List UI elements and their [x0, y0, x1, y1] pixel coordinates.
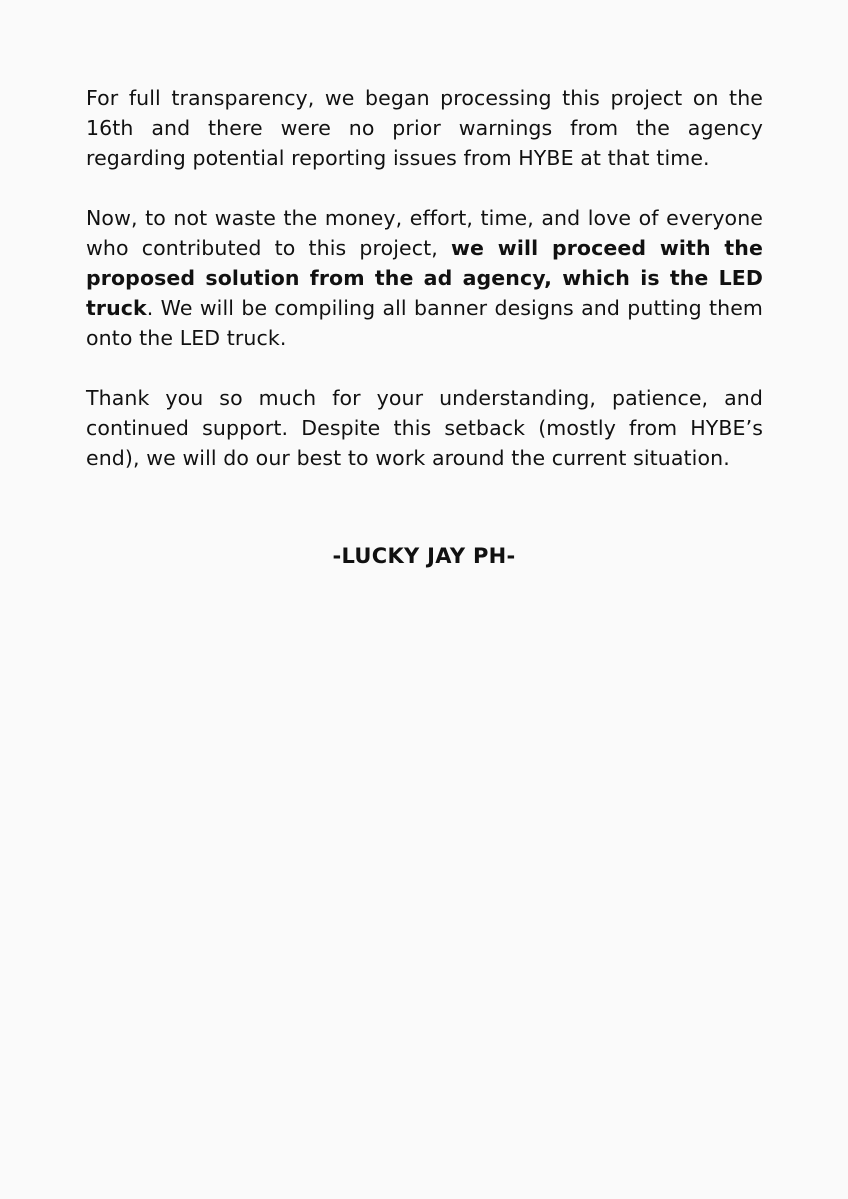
paragraph-led-truck-emphasis: we will proceed with the proposed solution from the ad agency, which is the LED truck	[86, 236, 763, 320]
paragraph-led-truck-closing: . We will be compiling all banner designs and putting them onto the LED truck.	[86, 296, 763, 350]
paragraph-transparency	[86, 83, 763, 173]
paragraph-led-truck	[86, 203, 763, 353]
paragraph-transparency-text: For full transparency, we began processing this project on the 16th and there were no prior warnings from the agency regarding potential reporting issues from HYBE at that time.	[86, 86, 763, 170]
paragraph-thanks	[86, 383, 763, 473]
signature: -LUCKY JAY PH-	[332, 544, 516, 568]
statement-body	[86, 83, 763, 503]
paragraph-led-truck-intro: Now, to not waste the money, effort, time, and love of everyone who contributed to this project,	[86, 206, 763, 260]
paragraph-thanks-text: Thank you so much for your understanding, patience, and continued support. Despite this setback (mostly from HYBE’s end), we will do our best to work around the current situation.	[86, 386, 763, 470]
